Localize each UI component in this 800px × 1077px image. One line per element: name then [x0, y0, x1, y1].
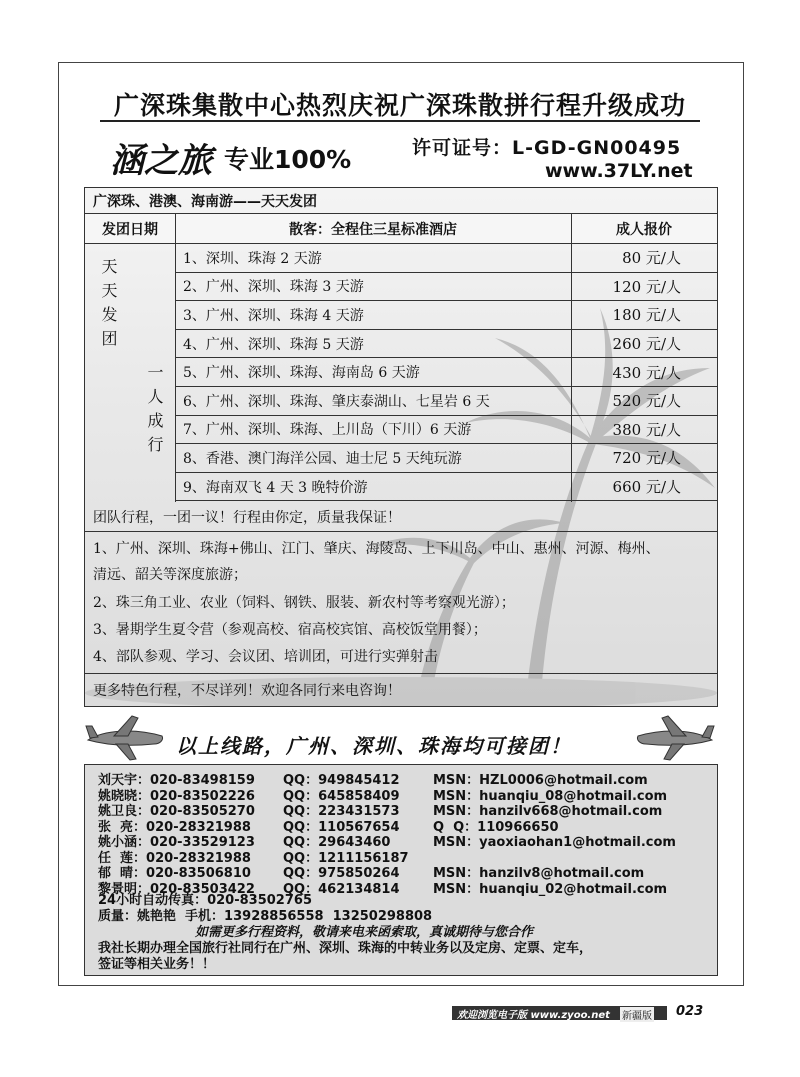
header-row: [85, 214, 717, 244]
tour-route: 7、广州、深圳、珠海、上川岛（下川）6 天游: [183, 422, 472, 439]
divider: [571, 214, 572, 502]
footer-edition-tag: 新疆版: [620, 1007, 654, 1022]
group-title-row: [85, 502, 717, 532]
tour-route: 4、广州、深圳、珠海 5 天游: [183, 336, 364, 353]
contact-msn: MSN：HZL0006@hotmail.com: [433, 773, 648, 788]
tour-row: [175, 473, 717, 502]
contact-qq: QQ：110567654: [283, 819, 400, 835]
quality-line: 质量：姚艳艳 手机：13928856558 13250298808: [98, 909, 433, 924]
tour-route: 3、广州、深圳、珠海 4 天游: [183, 307, 364, 324]
contact-qq: QQ：29643460: [283, 835, 391, 850]
group-item: 3、暑期学生夏令营（参观高校、宿高校宾馆、高校饭堂用餐）；: [93, 622, 487, 638]
slogan-text: 以上线路，广州、深圳、珠海均可接团！: [176, 734, 572, 758]
contact-qq: QQ：1211156187: [283, 850, 409, 866]
tour-price: 260 元/人: [612, 335, 681, 354]
airplane-icon: [634, 714, 716, 762]
tour-row: [175, 244, 717, 273]
group-title: 团队行程，一团一议！行程由你定，质量我保证！: [93, 509, 401, 526]
group-item: 4、部队参观、学习、会议团、培训团，可进行实弹射击: [93, 649, 438, 665]
contact-qq: QQ：949845412: [283, 773, 400, 788]
tour-table: [84, 187, 718, 707]
license-number: 许可证号：L-GD-GN00495: [412, 137, 682, 159]
tour-price: 660 元/人: [612, 478, 681, 497]
contact-phone: 张 亮：020-28321988: [98, 819, 251, 835]
contact-phone: 郁 晴：020-83506810: [98, 866, 251, 881]
closing-text: 更多特色行程，不尽详列！欢迎各同行来电咨询！: [93, 683, 401, 699]
footer-text: 欢迎浏览电子版 www.zyoo.net: [457, 1010, 610, 1021]
tour-row: [175, 358, 717, 387]
tour-price: 380 元/人: [612, 420, 681, 439]
airplane-icon: [84, 714, 166, 762]
contact-qq: QQ：975850264: [283, 866, 400, 881]
headline: 广深珠集散中心热烈庆祝广深珠散拼行程升级成功: [113, 91, 686, 120]
headline-rule: [100, 120, 700, 122]
tour-route: 8、香港、澳门海洋公园、迪士尼 5 天纯玩游: [183, 450, 462, 467]
tagline: 专业100%: [224, 145, 352, 174]
tour-route: 9、海南双飞 4 天 3 晚特价游: [183, 479, 368, 496]
daily-departure-label: 天天发团: [99, 258, 118, 354]
contact-msn: MSN：hanzilv8@hotmail.com: [433, 866, 645, 881]
fax-line: 24小时自动传真：020-83502765: [98, 893, 312, 908]
contact-qq: QQ：223431573: [283, 804, 400, 819]
contact-panel: [84, 764, 718, 976]
tour-price: 430 元/人: [612, 363, 681, 382]
tour-price: 80 元/人: [622, 249, 681, 268]
header-price: 成人报价: [616, 221, 672, 238]
tour-route: 6、广州、深圳、珠海、肇庆泰湖山、七星岩 6 天: [183, 393, 490, 410]
page-number: 023: [676, 1004, 704, 1019]
contact-qq: QQ：645858409: [283, 788, 400, 804]
group-item: 清远、韶关等深度旅游；: [93, 567, 247, 583]
invite-line: 如需更多行程资料，敬请来电来函索取，真诚期待与您合作: [195, 925, 534, 940]
contact-phone: 姚晓晓：020-83502226: [98, 788, 255, 804]
divider: [175, 214, 176, 502]
website-url: www.37LY.net: [545, 160, 693, 182]
contact-phone: 刘天宇：020-83498159: [98, 773, 255, 788]
tour-price: 720 元/人: [612, 449, 681, 468]
header-date: 发团日期: [102, 221, 158, 238]
business-line-2: 签证等相关业务！！: [98, 957, 216, 972]
group-item: 1、广州、深圳、珠海+佛山、江门、肇庆、海陵岛、上下川岛、中山、惠州、河源、梅州、: [93, 541, 660, 557]
contact-msn: MSN：huanqiu_08@hotmail.com: [433, 788, 668, 804]
contact-phone: 黎景明：020-83503422: [98, 881, 255, 897]
tour-price: 120 元/人: [612, 277, 681, 296]
tour-route: 5、广州、深圳、珠海、海南岛 6 天游: [183, 365, 420, 382]
tour-row: [175, 301, 717, 330]
solo-traveler-label: 一人成行: [145, 364, 164, 460]
brand-logo: 涵之旅: [110, 141, 212, 181]
tour-row: [175, 416, 717, 445]
group-item: 2、珠三角工业、农业（饲料、钢铁、服装、新农村等考察观光游）；: [93, 595, 515, 611]
tour-row: [175, 330, 717, 359]
section-title-row: [85, 188, 717, 214]
slogan-banner: [84, 710, 716, 770]
tour-price: 520 元/人: [612, 392, 681, 411]
contact-msn: Q Q：110966650: [433, 819, 559, 835]
tour-row: [175, 273, 717, 302]
tour-price: 180 元/人: [612, 306, 681, 325]
contact-phone: 任 莲：020-28321988: [98, 850, 251, 866]
tour-row: [175, 387, 717, 416]
business-line: 我社长期办理全国旅行社同行在广州、深圳、珠海的中转业务以及定房、定票、定车，: [98, 941, 593, 956]
contact-phone: 姚小涵：020-33529123: [98, 835, 255, 850]
contact-qq: QQ：462134814: [283, 881, 400, 897]
section-title: 广深珠、港澳、海南游——天天发团: [93, 193, 317, 210]
contact-msn: MSN：yaoxiaohan1@hotmail.com: [433, 835, 676, 850]
contact-msn: MSN：hanzilv668@hotmail.com: [433, 804, 663, 819]
contact-msn: MSN：huanqiu_02@hotmail.com: [433, 881, 668, 897]
contact-phone: 姚卫良：020-83505270: [98, 804, 255, 819]
tour-row: [175, 444, 717, 473]
closing-row: [85, 674, 717, 706]
group-items: [85, 532, 717, 674]
tour-route: 1、深圳、珠海 2 天游: [183, 250, 322, 267]
header-route: 散客：全程住三星标准酒店: [289, 221, 457, 238]
tour-route: 2、广州、深圳、珠海 3 天游: [183, 279, 364, 296]
